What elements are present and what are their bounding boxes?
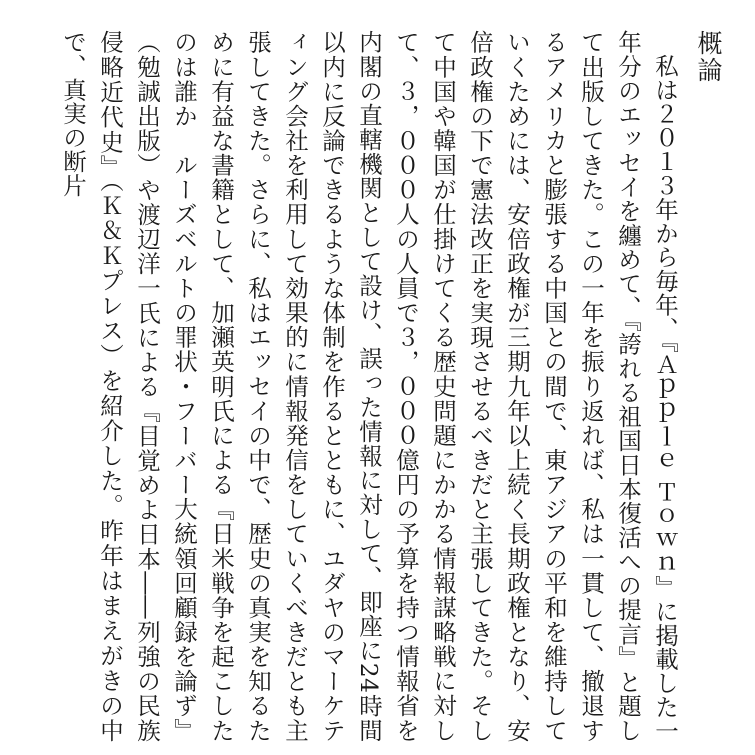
section-title: 概論 xyxy=(694,30,723,84)
body-paragraph: 私は２０１３年から毎年、『Ａｐｐｌｅ Ｔｏｗｎ』に掲載した一年分のエッセイを纏めて、『誇れる祖国日本復活への提言』と題して出版してきた。この一年を振り返れば、私は一貫して、撤退するアメリカと膨張する中国との間で、東アジアの平和を維持していくためには、安倍政権が三期九年以上続く長期政権となり、安倍政権の下で憲法改正を実現させるべきだと主張してきた。そして中国や韓国が仕掛けてくる歴史問題にかかる情報謀略戦に対して、３，０００人の人員で３，０００億円の予算を持つ情報省を内閣の直轄機関として設け、誤った情報に対して、即座に24時間以内に反論できるような体制を作るとともに、ユダヤのマーケティング会社を利用して効果的に情報発信をしていくべきだとも主張してきた。さらに、私はエッセイの中で、歴史の真実を知るために有益な書籍として、加瀬英明氏による『日米戦争を起こしたのは誰か ルーズベルトの罪状・フーバー大統領回顧録を論ず』（勉誠出版）や渡辺洋一氏による『目覚めよ日本――列強の民族侵略近代史』（Ｋ＆Ｋプレス）を紹介した。昨年はまえがきの中で、真実の断片 xyxy=(59,30,679,742)
vertical-text-block xyxy=(59,30,733,742)
